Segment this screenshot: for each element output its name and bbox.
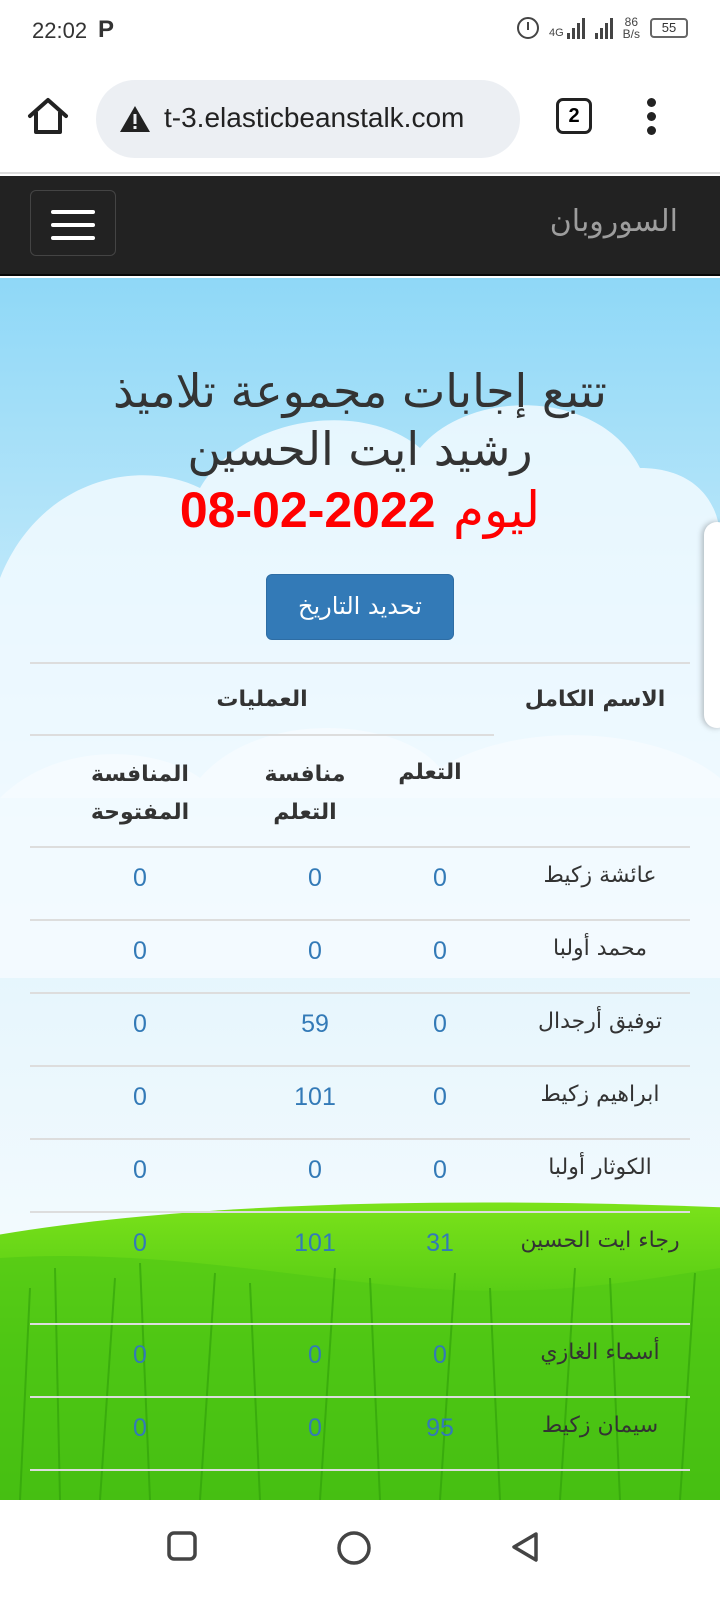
network-speed-unit: B/s <box>622 27 640 41</box>
learning-count: 0 <box>433 1156 447 1184</box>
date-value: 08-02-2022 <box>179 482 436 538</box>
hamburger-menu-button[interactable] <box>30 190 116 256</box>
learning-competition-count: 101 <box>294 1083 336 1111</box>
learning-count: 0 <box>433 1083 447 1111</box>
open-competition-count: 0 <box>133 1083 147 1111</box>
header-open-competition: المنافسة المفتوحة <box>90 762 190 825</box>
back-triangle-icon[interactable] <box>508 1530 542 1564</box>
recents-square-icon[interactable] <box>166 1530 198 1562</box>
table-row <box>30 1138 690 1211</box>
header-operations: العمليات <box>216 687 308 712</box>
parking-notification-icon: P <box>98 16 115 43</box>
header-full-name: الاسم الكامل <box>524 687 666 712</box>
signal-strength-icon <box>595 17 613 39</box>
learning-competition-count: 0 <box>308 1156 322 1184</box>
student-name: توفيق أرجدال <box>538 1009 662 1034</box>
header-learning: التعلم <box>398 760 462 785</box>
navbar-brand[interactable]: السوروبان <box>549 204 678 239</box>
browser-toolbar <box>0 62 720 174</box>
url-text[interactable]: t-3.elasticbeanstalk.com <box>164 102 465 133</box>
open-competition-count: 0 <box>133 1156 147 1184</box>
table-bottom-border <box>30 1469 690 1471</box>
title-line-2: رشيد ايت الحسين <box>187 422 533 476</box>
learning-competition-count: 0 <box>308 864 322 892</box>
table-row <box>30 992 690 1065</box>
learning-count: 0 <box>433 937 447 965</box>
table-row <box>30 919 690 992</box>
site-navbar <box>0 176 720 276</box>
student-name: محمد أولبا <box>552 936 648 961</box>
status-bar <box>0 0 720 62</box>
home-icon[interactable] <box>26 94 70 138</box>
title-date-line <box>40 478 680 542</box>
warning-icon[interactable] <box>118 104 152 134</box>
student-name: سيمان زكيط <box>541 1413 659 1438</box>
table-row <box>30 1211 690 1323</box>
signal-4g-icon <box>549 17 585 39</box>
status-time: 22:02 <box>32 18 88 43</box>
learning-competition-count: 101 <box>294 1229 336 1257</box>
tab-switcher-button[interactable]: 2 <box>556 98 592 134</box>
learning-count: 0 <box>433 864 447 892</box>
open-competition-count: 0 <box>133 937 147 965</box>
table-row <box>30 1065 690 1138</box>
open-competition-count: 0 <box>133 1010 147 1038</box>
open-competition-count: 0 <box>133 864 147 892</box>
home-circle-icon[interactable] <box>336 1530 372 1566</box>
header-learning-competition: منافسة التعلم <box>264 762 346 825</box>
learning-count: 31 <box>426 1229 454 1257</box>
table-header-row <box>30 662 690 734</box>
student-name: أسماء الغازي <box>540 1340 660 1365</box>
table-row <box>30 1396 690 1469</box>
update-date-button[interactable]: تحديد التاريخ <box>266 574 454 640</box>
learning-count: 95 <box>426 1414 454 1442</box>
student-name: رجاء ايت الحسين <box>520 1228 680 1253</box>
student-name: الكوثار أولبا <box>548 1155 652 1180</box>
title-line-1: تتبع إجابات مجموعة تلاميذ <box>113 364 607 418</box>
learning-competition-count: 59 <box>301 1010 329 1038</box>
learning-competition-count: 0 <box>308 937 322 965</box>
learning-competition-count: 0 <box>308 1341 322 1369</box>
table-row <box>30 846 690 919</box>
page-heading <box>40 362 680 542</box>
scroll-handle[interactable] <box>704 522 720 728</box>
learning-competition-count: 0 <box>308 1414 322 1442</box>
date-label: ليوم <box>453 481 541 539</box>
system-navigation-bar <box>0 1500 720 1600</box>
network-speed-value: 86 <box>624 15 638 29</box>
main-content <box>0 278 720 1500</box>
student-name: عائشة زكيط <box>543 863 657 888</box>
status-icons <box>517 16 688 40</box>
network-speed <box>623 16 640 40</box>
alarm-icon <box>517 17 539 39</box>
open-competition-count: 0 <box>133 1341 147 1369</box>
student-name: ابراهيم زكيط <box>540 1082 660 1107</box>
overflow-menu-icon[interactable] <box>644 98 658 138</box>
network-type-label: 4G <box>548 27 564 39</box>
learning-count: 0 <box>433 1010 447 1038</box>
open-competition-count: 0 <box>133 1229 147 1257</box>
learning-count: 0 <box>433 1341 447 1369</box>
battery-icon: 55 <box>650 18 688 38</box>
table-row <box>30 1323 690 1396</box>
address-bar[interactable] <box>96 80 520 158</box>
open-competition-count: 0 <box>133 1414 147 1442</box>
